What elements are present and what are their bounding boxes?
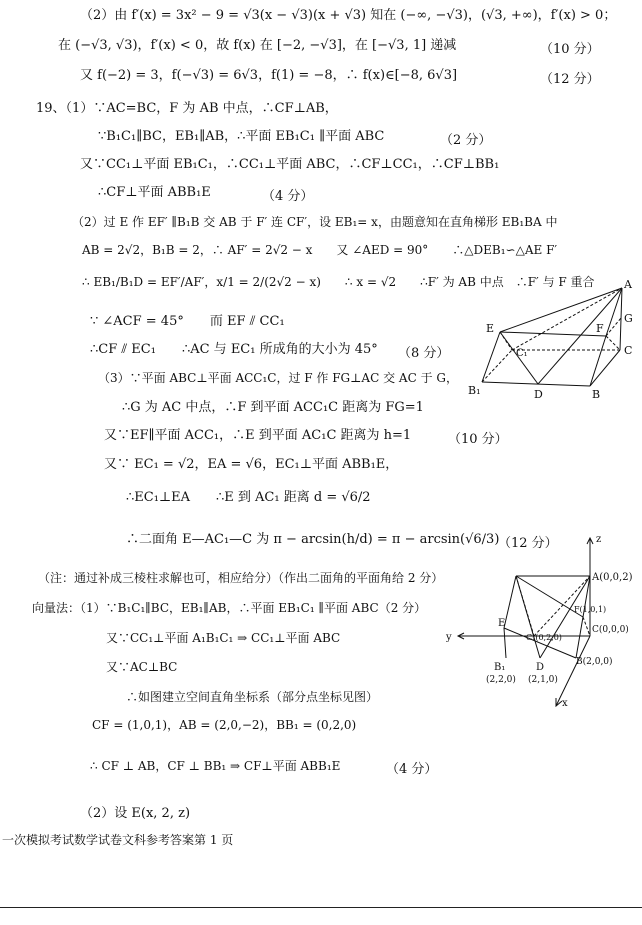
edge-DA bbox=[538, 288, 622, 384]
line-note: （注：通过补成三棱柱求解也可，相应给分）（作出二面角的平面角给 2 分） bbox=[38, 571, 444, 585]
label-C1: C₁ bbox=[516, 348, 528, 359]
label-y: y bbox=[446, 632, 452, 643]
page-footer: 一次模拟考试数学试卷文科参考答案第 1 页 bbox=[2, 833, 234, 847]
edge-E-left bbox=[504, 576, 516, 628]
line-deriv-negative: 在 (−√3, √3)，f′(x) < 0，故 f(x) 在 [−2, −√3]，在 [−√3, 1] 递减 bbox=[58, 38, 457, 53]
score-12b: （12 分） bbox=[498, 536, 558, 551]
edge-BC bbox=[590, 350, 620, 386]
line-ac-bc: 又∵AC⊥BC bbox=[106, 660, 178, 674]
label-B1: B₁ bbox=[494, 662, 506, 673]
label-B1: B₁ bbox=[468, 384, 481, 397]
label-B: B(2,0,0) bbox=[576, 657, 613, 667]
edge-B1-drop bbox=[504, 628, 506, 658]
label-C: C(0,0,0) bbox=[592, 625, 629, 635]
line-dihedral: ∴二面角 E—AC₁—C 为 π − arcsin(h/d) = π − arcsin(√6/3) bbox=[126, 532, 500, 547]
edge-FC bbox=[606, 336, 620, 350]
line-angle-result: ∴CF ⫽ EC₁ ∴AC 与 EC₁ 所成角的大小为 45° bbox=[90, 342, 378, 357]
label-E: E bbox=[498, 618, 506, 629]
line-cf-perp: ∴CF⊥平面 ABB₁E bbox=[98, 185, 211, 200]
coordinate-figure bbox=[444, 530, 640, 712]
line-vector-method: 向量法：（1）∵B₁C₁∥BC，EB₁∥AB，∴平面 EB₁C₁ ∥平面 ABC（2 分） bbox=[32, 601, 427, 615]
score-2: （2 分） bbox=[440, 133, 492, 148]
edge-FC bbox=[583, 617, 590, 636]
label-G: G bbox=[624, 312, 633, 325]
label-F: F bbox=[596, 322, 604, 335]
line-deriv-positive: （2）由 f′(x) = 3x² − 9 = √3(x − √3)(x + √3) 知在 (−∞, −√3)，(√3, +∞)，f′(x) > 0； bbox=[80, 8, 617, 23]
axis-x bbox=[556, 636, 590, 706]
edge-FB bbox=[590, 336, 606, 386]
line-q19-1: 19、（1）∵AC=BC，F 为 AB 中点，∴CF⊥AB， bbox=[36, 101, 338, 116]
edge-B1C1 bbox=[482, 350, 512, 382]
label-D-coords: (2,1,0) bbox=[528, 675, 558, 685]
label-D: D bbox=[536, 662, 545, 673]
bottom-rule bbox=[0, 907, 642, 908]
line-set-e: （2）设 E(x, 2, z) bbox=[80, 806, 191, 821]
label-D: D bbox=[534, 388, 543, 401]
edge-EB1 bbox=[482, 332, 500, 382]
score-4b: （4 分） bbox=[386, 762, 438, 777]
score-12: （12 分） bbox=[540, 72, 600, 87]
score-8: （8 分） bbox=[398, 346, 450, 361]
line-e-to-ac1: ∴EC₁⊥EA ∴E 到 AC₁ 距离 d = √6/2 bbox=[126, 490, 371, 505]
edge-B1B bbox=[482, 382, 590, 386]
label-B1-coords: (2,2,0) bbox=[486, 675, 516, 685]
label-E: E bbox=[486, 322, 495, 335]
line-angle-acf: ∵ ∠ACF = 45° 而 EF ⫽ CC₁ bbox=[90, 314, 285, 329]
label-B: B bbox=[592, 388, 601, 401]
edge-C1A bbox=[512, 288, 622, 350]
line-vectors: CF = (1,0,1)，AB = (2,0,−2)，BB₁ = (0,2,0) bbox=[92, 718, 357, 732]
line-coord-system: ∴如图建立空间直角坐标系（部分点坐标见图） bbox=[126, 690, 379, 704]
score-10: （10 分） bbox=[540, 42, 600, 57]
label-A: A(0,0,2) bbox=[592, 572, 633, 583]
line-q3-plane: （3）∵平面 ABC⊥平面 ACC₁C，过 F 作 FG⊥AC 交 AC 于 G， bbox=[98, 371, 458, 385]
edge-EF bbox=[500, 332, 606, 336]
line-perp-conclusion: ∴ CF ⊥ AB，CF ⊥ BB₁ ⇒ CF⊥平面 ABB₁E bbox=[90, 759, 341, 773]
label-F: F(1,0,1) bbox=[574, 605, 607, 614]
line-range: 又 f(−2) = 3，f(−√3) = 6√3，f(1) = −8，∴ f(x)∈[−8, 6√3] bbox=[80, 68, 458, 83]
line-q2-construct: （2）过 E 作 EF′ ∥B₁B 交 AB 于 F′ 连 CF′，设 EB₁= x，由题意知在直角梯形 EB₁BA 中 bbox=[72, 215, 558, 229]
line-parallel-planes: ∵B₁C₁∥BC，EB₁∥AB，∴平面 EB₁C₁ ∥平面 ABC bbox=[98, 129, 385, 144]
prism-figure bbox=[460, 270, 642, 410]
label-A: A bbox=[624, 278, 632, 291]
line-similar-ratio: ∴ EB₁/B₁D = EF′/AF′，x/1 = 2/(2√2 − x) ∴ x = √2 ∴F′ 为 AB 中点 ∴F′ 与 F 重合 bbox=[82, 275, 595, 289]
line-cc1-perp: 又∵CC₁⊥平面 EB₁C₁，∴CC₁⊥平面 ABC，∴CF⊥CC₁，∴CF⊥BB₁ bbox=[80, 157, 500, 172]
label-C: C bbox=[624, 344, 633, 357]
label-x: x bbox=[562, 698, 568, 709]
label-C1: C₁(0,2,0) bbox=[526, 633, 562, 642]
edge-FG bbox=[606, 318, 621, 336]
line-ec1-length: 又∵ EC₁ = √2，EA = √6，EC₁⊥平面 ABB₁E， bbox=[104, 457, 399, 472]
line-cc1-vector: 又∵CC₁⊥平面 A₁B₁C₁ ⇒ CC₁⊥平面 ABC bbox=[106, 631, 341, 645]
line-ab-length: AB = 2√2，B₁B = 2，∴ AF′ = 2√2 − x 又 ∠AED = 90° ∴△DEB₁∽△AE F′ bbox=[82, 243, 558, 257]
line-e-distance: 又∵EF∥平面 ACC₁，∴E 到平面 AC₁C 距离为 h=1 bbox=[104, 428, 412, 443]
line-g-midpoint: ∴G 为 AC 中点，∴F 到平面 ACC₁C 距离为 FG=1 bbox=[122, 400, 424, 415]
edge-EA bbox=[500, 288, 622, 332]
label-z: z bbox=[596, 534, 602, 545]
score-10b: （10 分） bbox=[448, 432, 508, 447]
score-4: （4 分） bbox=[262, 189, 314, 204]
